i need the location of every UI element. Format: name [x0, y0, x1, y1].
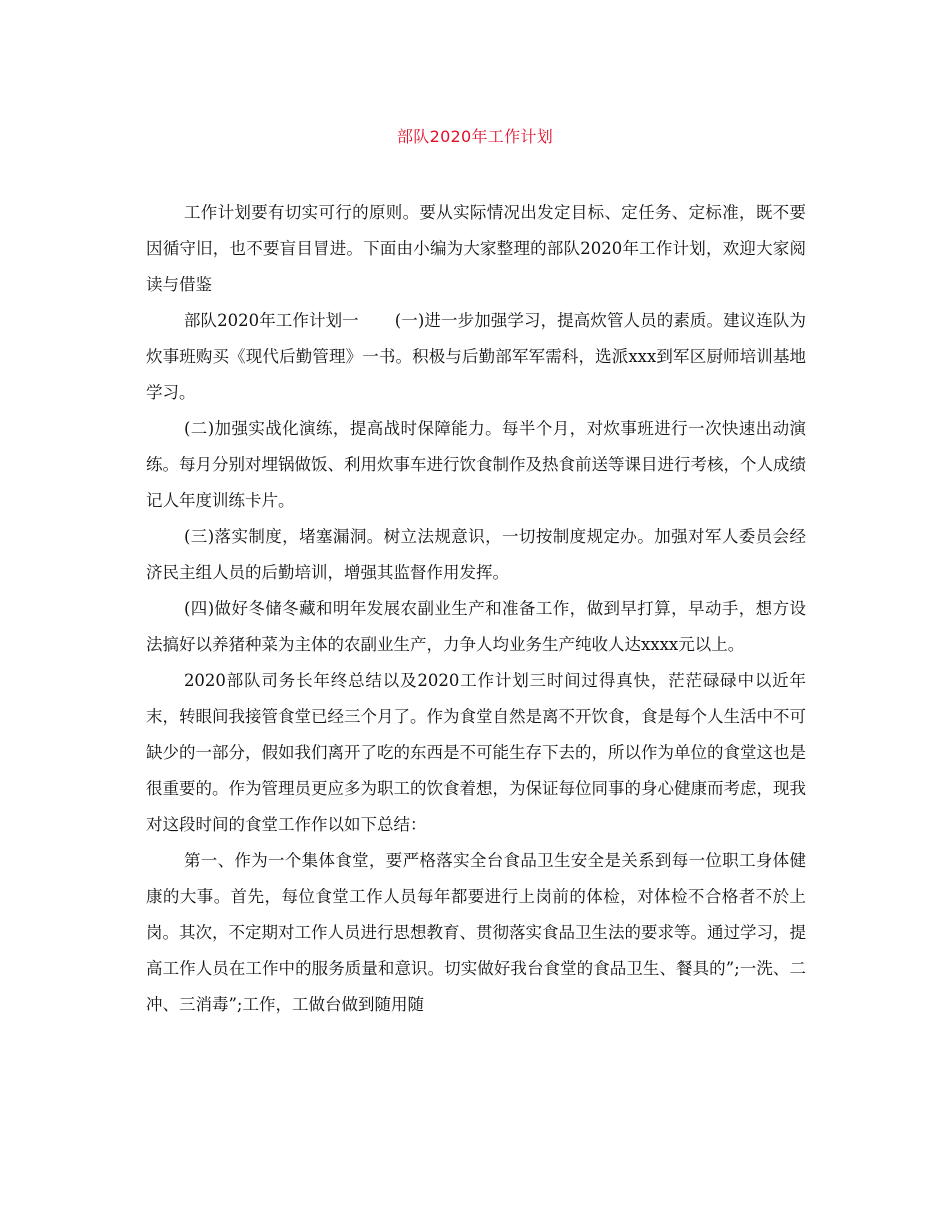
section-one-paragraph	[146, 303, 806, 411]
section-three-paragraph: 2020部队司务长年终总结以及2020工作计划三时间过得真快，茫茫碌碌中以近年末，转眼间我接管食堂已经三个月了。作为食堂自然是离不开饮食，食是每个人生活中不可缺少的一部分，假如我们离开了吃的东西是不可能生存下去的，所以作为单位的食堂这也是很重要的。作为管理员更应多为职工的饮食着想，为保证每位同事的身心健康而考虑，现我对这段时间的食堂工作作以如下总结：	[146, 671, 806, 834]
section-one-heading: 部队2020年工作计划一	[183, 311, 359, 330]
first-point-paragraph: 第一、作为一个集体食堂，要严格落实全台食品卫生安全是关系到每一位职工身体健康的大事。首先，每位食堂工作人员每年都要进行上岗前的体检，对体检不合格者不於上岗。其次，不定期对工作人员进行思想教育、贯彻落实食品卫生法的要求等。通过学习，提高工作人员在工作中的服务质量和意识。切实做好我台食堂的食品卫生、餐具的”;一洗、二冲、三消毒”;工作，工做台做到随用随	[146, 851, 806, 1014]
item-three-paragraph: (三)落实制度，堵塞漏洞。树立法规意识，一切按制度规定办。加强对军人委员会经济民主组人员的后勤培训，增强其监督作用发挥。	[146, 527, 806, 582]
item-one-text: (一)进一步加强学习，提高炊管人员的素质。建议连队为炊事班购买《现代后勤管理》一书。积极与后勤部军军需科，选派xxx到军区厨师培训基地学习。	[146, 311, 806, 402]
item-two-paragraph: (二)加强实战化演练，提高战时保障能力。每半个月，对炊事班进行一次快速出动演练。每月分别对埋锅做饭、利用炊事车进行饮食制作及热食前送等课目进行考核，个人成绩记人年度训练卡片。	[146, 419, 806, 510]
intro-paragraph: 工作计划要有切实可行的原则。要从实际情况出发定目标、定任务、定标准，既不要因循守旧，也不要盲目冒进。下面由小编为大家整理的部队2020年工作计划，欢迎大家阅读与借鉴	[146, 203, 806, 294]
document-body	[146, 195, 806, 1023]
item-four-paragraph: (四)做好冬储冬藏和明年发展农副业生产和准备工作，做到早打算，早动手，想方设法搞好以养猪种菜为主体的农副业生产，力争人均业务生产纯收人达xxxx元以上。	[146, 599, 806, 654]
document-title: 部队2020年工作计划	[396, 127, 554, 146]
